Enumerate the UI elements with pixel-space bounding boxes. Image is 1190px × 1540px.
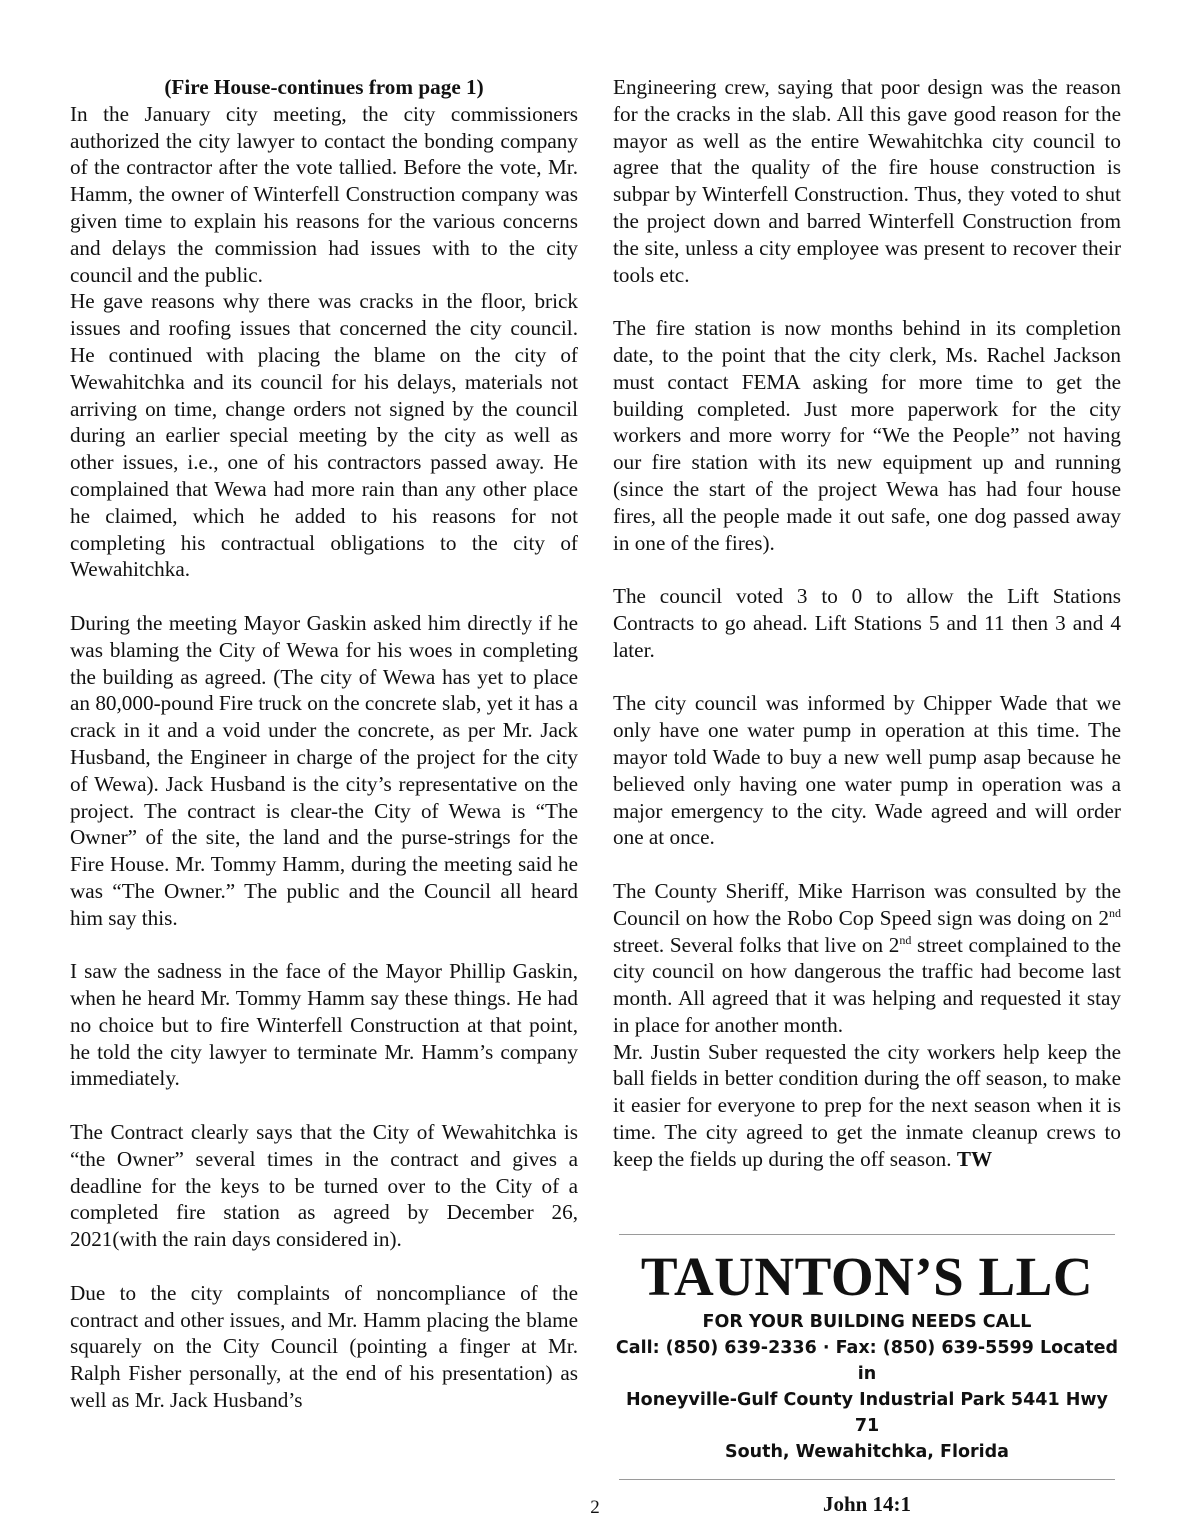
ad-bottom-divider — [619, 1479, 1115, 1480]
article-paragraph: Due to the city complaints of noncompliance of the contract and other issues, and Mr. Hamm placing the blame squarely on the City Council (pointing a finger at Mr. Ralph Fisher personally, at the end of his presentation) as well as Mr. Jack Husband’s — [70, 1280, 578, 1413]
page-number: 2 — [590, 1497, 600, 1518]
tauntons-advertisement — [613, 1234, 1121, 1518]
ordinal-suffix: nd — [899, 932, 912, 947]
ad-contact-line: South, Wewahitchka, Florida — [725, 1442, 1009, 1462]
article-paragraph: He gave reasons why there was cracks in the floor, brick issues and roofing issues that concerned the city council. He continued with placing the blame on the city of Wewahitchka and its council for his delays, materials not arriving on time, change orders not signed by the council during an earlier special meeting by the city as well as other issues, i.e., one of his contractors passed away. He complained that Wewa had more rain than any other place he claimed, which he added to his reasons for not completing his contractual obligations to the city of Wewahitchka. — [70, 289, 578, 582]
article-paragraph: The fire station is now months behind in its completion date, to the point that the city clerk, Ms. Rachel Jackson must contact FEMA asking for more time to get the building completed. Just more paperwork for the city workers and more worry for “We the People” not having our fire station with its new equipment up and running (since the start of the project Wewa has had four house fires, all the people made it out safe, one dog passed away in one of the fires). — [613, 316, 1121, 555]
article-paragraph: During the meeting Mayor Gaskin asked him directly if he was blaming the City of Wewa for his woes in completing the building as agreed. (The city of Wewa has yet to place an 80,000-pound Fire truck on the concrete slab, yet it has a crack in it and a void under the concrete, as per Mr. Jack Husband, the Engineer in charge of the project for the city of Wewa). Jack Husband is the city’s representative on the project. The contract is clear-the City of Wewa is “The Owner” of the site, the land and the purse-strings for the Fire House. Mr. Tommy Hamm, during the meeting said he was “The Owner.” The public and the Council all heard him say this. — [70, 610, 578, 930]
sheriff-text-part: The County Sheriff, Mike Harrison was consulted by the Council on how the Robo Cop Speed sign was doing on 2 — [613, 878, 1121, 930]
article-paragraph: The city council was informed by Chipper Wade that we only have one water pump in operation at this time. The mayor told Wade to buy a new well pump asap because he believed only having one water pump in operation was a major emergency to the city. Wade agreed and will order one at once. — [613, 691, 1121, 850]
article-paragraph: I saw the sadness in the face of the Mayor Phillip Gaskin, when he heard Mr. Tommy Hamm say these things. He had no choice but to fire Winterfell Construction at that point, he told the city lawyer to terminate Mr. Hamm’s company immediately. — [70, 959, 578, 1091]
ad-title: TAUNTON’S LLC — [640, 1246, 1094, 1307]
left-column — [70, 74, 578, 1414]
sheriff-text-part: street complained to the city council on how dangerous the traffic had become last month. All agreed that it was helping and requested it stay in place for another month. — [613, 932, 1121, 1037]
bible-verse: John 14:1 — [822, 1492, 912, 1516]
sheriff-text-part: street. Several folks that live on 2 — [613, 932, 900, 957]
sheriff-paragraph — [613, 878, 1121, 1039]
article-paragraph: Engineering crew, saying that poor design was the reason for the cracks in the slab. All this gave good reason for the mayor as well as the entire Wewahitchka city council to agree that the quality of the fire house construction is subpar by Winterfell Construction. Thus, they voted to shut the project down and barred Winterfell Construction from the site, unless a city employee was present to recover their tools etc. — [613, 75, 1121, 287]
article-continuation-heading: (Fire House-continues from page 1) — [164, 75, 484, 99]
ad-subtitle: FOR YOUR BUILDING NEEDS CALL — [702, 1312, 1032, 1332]
author-signature: TW — [956, 1146, 993, 1171]
right-column — [613, 74, 1121, 1173]
ad-top-divider — [619, 1234, 1115, 1235]
suber-text: Mr. Justin Suber requested the city workers help keep the ball fields in better condition during the off season, to make it easier for everyone to prep for the next season when it is time. The city agreed to get the inmate cleanup crews to keep the fields up during the off season. — [613, 1039, 1121, 1171]
ordinal-suffix: nd — [1109, 905, 1121, 920]
article-paragraph: In the January city meeting, the city commissioners authorized the city lawyer to contact the bonding company of the contractor after the vote tallied. Before the vote, Mr. Hamm, the owner of Winterfell Construction company was given time to explain his reasons for the various concerns and delays the commission had issues with to the city council and the public. — [70, 101, 578, 287]
ad-contact-line: Honeyville-Gulf County Industrial Park 5441 Hwy 71 — [626, 1390, 1108, 1436]
article-paragraph: The Contract clearly says that the City of Wewahitchka is “the Owner” several times in the contract and gives a deadline for the keys to be turned over to the City of a completed fire station as agreed by December 26, 2021(with the rain days considered in). — [70, 1120, 578, 1252]
ad-contact-line: Call: (850) 639-2336 · Fax: (850) 639-5599 Located in — [615, 1338, 1119, 1384]
suber-paragraph — [613, 1039, 1121, 1173]
article-paragraph: The council voted 3 to 0 to allow the Lift Stations Contracts to go ahead. Lift Stations 5 and 11 then 3 and 4 later. — [613, 584, 1121, 662]
